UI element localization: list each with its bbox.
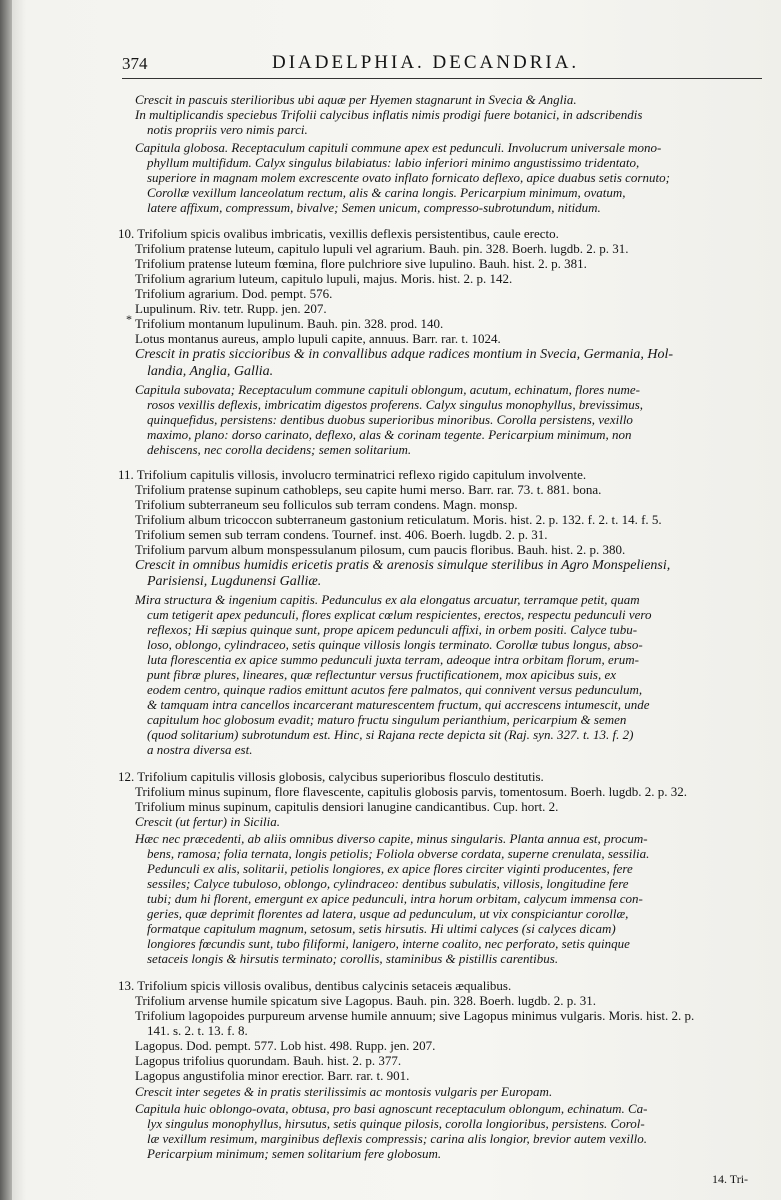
synonym-line: Trifolium agrarium luteum, capitulo lupuli, majus. Moris. hist. 2. p. 142. <box>135 271 513 286</box>
synonym-line: Trifolium pratense luteum, capitulo lupuli vel agrarium. Bauh. pin. 328. Boerh. lugdb. 2. p. 31. <box>135 241 629 256</box>
description-line: geries, quæ deprimit florentes ad latera, usque ad pedunculum, ut vix conspiciantur corollæ, <box>147 906 629 921</box>
habitat-line: Crescit inter segetes & in pratis sterilissimis ac montosis vulgaris per Europam. <box>135 1084 553 1099</box>
catchword: 14. Tri- <box>712 1172 749 1186</box>
text-line: Crescit in pascuis sterilioribus ubi aquæ per Hyemen stagnarunt in Svecia & Anglia. <box>135 92 577 107</box>
synonym-line: Lagopus trifolius quorundam. Bauh. hist. 2. p. 377. <box>135 1053 402 1068</box>
description-line: & tamquam intra cancellos incarcerant maturescentem fructum, qui accrescens intumescit, unde <box>147 697 650 712</box>
synonym-line: Trifolium pratense supinum cathobleps, seu capite humi merso. Barr. rar. 73. t. 881. bona. <box>135 482 602 497</box>
species-heading: 12. Trifolium capitulis villosis globosis, calycibus superioribus flosculo destitutis. <box>118 769 544 784</box>
description-line: loso, oblongo, cylindraceo, setis quinque villosis longis terminato. Corollæ tubus longus, abso- <box>147 637 643 652</box>
description-line: a nostra diversa est. <box>147 742 253 757</box>
synonym-line: Trifolium subterraneum seu folliculos sub terram condens. Magn. monsp. <box>135 497 518 512</box>
text-line: Capitula globosa. Receptaculum capituli commune apex est pedunculi. Involucrum universale mono- <box>135 140 662 155</box>
page-gutter-shadow <box>0 0 12 1200</box>
description-line: tubi; dum hi florent, emergunt ex apice pedunculi, intra horum orbitam, calycum immensa con- <box>147 891 643 906</box>
description-line: rosos vexillis deflexis, imbricatim digestos proferens. Calyx singulus monophyllus, brevissimus, <box>147 397 644 412</box>
species-heading: 13. Trifolium spicis villosis ovalibus, dentibus calycinis setaceis æqualibus. <box>118 978 512 993</box>
synonym-line: Trifolium lagopoides purpureum arvense humile annuum; sive Lagopus minimus vulgaris. Moris. hist. 2. p. <box>135 1008 695 1023</box>
synonym-line: Trifolium minus supinum, capitulis densiori lanugine candicantibus. Cup. hort. 2. <box>135 799 559 814</box>
text-line: notis propriis vero nimis parci. <box>147 122 308 137</box>
description-line: quinquefidus, persistens: dentibus duobus superioribus minoribus. Corolla persistens, vexillo <box>147 412 633 427</box>
species-heading: 10. Trifolium spicis ovalibus imbricatis, vexillis deflexis persistentibus, caule erecto. <box>118 226 559 241</box>
synonym-line: Lupulinum. Riv. tetr. Rupp. jen. 207. <box>135 301 327 316</box>
description-line: Capitula huic oblongo-ovata, obtusa, pro basi agnoscunt receptaculum oblongum, echinatum. Ca- <box>135 1101 648 1116</box>
description-line: læ vexillum resimum, marginibus deflexis compressis; carina alis longior, brevior autem vexillo. <box>147 1131 647 1146</box>
text-line: phyllum multifidum. Calyx singulus bilabiatus: labio inferiori minimo angustissimo tridentato, <box>147 155 640 170</box>
text-line: In multiplicandis speciebus Trifolii calycibus inflatis nimis prodigi fuere botanici, in adscribendis <box>135 107 643 122</box>
running-title: DIADELPHIA. DECANDRIA. <box>272 52 580 73</box>
description-line: dehiscens, nec corolla decidens; semen solitarium. <box>147 442 412 457</box>
description-line: Pericarpium minimum; semen solitarium fere globosum. <box>147 1146 442 1161</box>
synonym-line: Trifolium agrarium. Dod. pempt. 576. <box>135 286 333 301</box>
species-heading: 11. Trifolium capitulis villosis, involucro terminatrici reflexo rigido capitulum involvente. <box>118 467 587 482</box>
habitat-line: Crescit (ut fertur) in Sicilia. <box>135 814 281 829</box>
description-line: bens, ramosa; folia ternata, longis petiolis; Foliola obverse cordata, superne crenulata, sessilia. <box>147 846 650 861</box>
synonym-line: Trifolium album tricoccon subterraneum gastonium reticulatum. Moris. hist. 2. p. 132. f. 2. t. 14. f. 5. <box>135 512 662 527</box>
description-line: cum tetigerit apex pedunculi, flores explicat cœlum respicientes, erectos, respectu pedunculi vero <box>147 607 652 622</box>
description-line: Pedunculi ex alis, solitarii, petiolis longiores, ex apice flores circiter viginti producentes, fere <box>147 861 633 876</box>
synonym-line: Trifolium montanum lupulinum. Bauh. pin. 328. prod. 140. <box>135 316 444 331</box>
description-line: capitulum hoc globosum evadit; maturo fructu singulum perianthium, pericarpium & semen <box>147 712 627 727</box>
synonym-line: Lagopus angustifolia minor erectior. Barr. rar. t. 901. <box>135 1068 410 1083</box>
synonym-line: Trifolium semen sub terram condens. Tournef. inst. 406. Boerh. lugdb. 2. p. 31. <box>135 527 548 542</box>
description-line: (quod solitarium) subrotundum est. Hinc, si Rajana recte depicta sit (Raj. syn. 327. t. 13. f. 2) <box>147 727 634 742</box>
habitat-line: Parisiensi, Lugdunensi Galliæ. <box>147 574 322 589</box>
habitat-line: landia, Anglia, Gallia. <box>147 364 274 379</box>
marginal-asterisk: * <box>126 312 132 326</box>
description-line: eodem centro, quinque radios emittunt acutos fere palmatos, qui connivent versus pedunculum, <box>147 682 643 697</box>
description-line: reflexos; Hi sæpius quinque sunt, prope apicem pedunculi affixi, in orbem positi. Calyce tubu- <box>147 622 638 637</box>
habitat-line: Crescit in pratis siccioribus & in convallibus adque radices montium in Svecia, Germania, Hol- <box>135 347 674 362</box>
page-number: 374 <box>122 54 148 73</box>
synonym-line: Lotus montanus aureus, amplo lupuli capite, annuus. Barr. rar. t. 1024. <box>135 331 501 346</box>
text-line: superiore in magnam molem excrescente ovato inflato fornicato deflexo, apice duabus setis cornuto; <box>147 170 670 185</box>
page-header <box>122 52 762 79</box>
description-line: Capitula subovata; Receptaculum commune capituli oblongum, acutum, echinatum, flores nume- <box>135 382 640 397</box>
description-line: punt fibræ plures, lineares, quæ reflectuntur versus fructificationem, mox apicibus suis, ex <box>147 667 617 682</box>
synonym-line: Trifolium arvense humile spicatum sive Lagopus. Bauh. pin. 328. Boerh. lugdb. 2. p. 31. <box>135 993 596 1008</box>
description-line: formatque capitulum magnum, setosum, setis hirsutis. Hi ultimi calyces (si calyces dicam) <box>147 921 616 936</box>
habitat-line: Crescit in omnibus humidis ericetis pratis & arenosis simulque sterilibus in Agro Monspeliensi, <box>135 558 671 573</box>
description-line: maximo, plano: dorso carinato, deflexo, alas & corinam tegente. Pericarpium minimum, non <box>147 427 632 442</box>
synonym-line: Lagopus. Dod. pempt. 577. Lob hist. 498. Rupp. jen. 207. <box>135 1038 436 1053</box>
synonym-line: 141. s. 2. t. 13. f. 8. <box>147 1023 248 1038</box>
text-line: Corollæ vexillum lanceolatum rectum, alis & carina longis. Pericarpium minimum, ovatum, <box>147 185 626 200</box>
description-line: setaceis longis & hirsutis terminato; corollis, staminibus & pistillis carentibus. <box>147 951 559 966</box>
text-line: latere affixum, compressum, bivalve; Semen unicum, compresso-subrotundum, nitidum. <box>147 200 601 215</box>
synonym-line: Trifolium minus supinum, flore flavescente, capitulis globosis parvis, tomentosum. Boerh. lugdb. 2. p. 32. <box>135 784 687 799</box>
description-line: Hæc nec præcedenti, ab aliis omnibus diverso capite, minus singularis. Planta annua est, procum- <box>135 831 648 846</box>
synonym-line: Trifolium parvum album monspessulanum pilosum, cum paucis floribus. Bauh. hist. 2. p. 380. <box>135 542 626 557</box>
synonym-line: Trifolium pratense luteum fœmina, flore pulchriore sive lupulino. Bauh. hist. 2. p. 381. <box>135 256 587 271</box>
description-line: luta florescentia ex apice summo pedunculi juxta terram, adeoque intra orbitam florum, erum- <box>147 652 640 667</box>
description-line: Mira structura & ingenium capitis. Pedunculus ex ala elongatus arcuatur, terramque petit, quam <box>135 592 640 607</box>
description-line: longiores fœcundis sunt, tubo filiformi, lanigero, interne coalito, nec perforato, setis quinque <box>147 936 630 951</box>
description-line: sessiles; Calyce tubuloso, oblongo, cylindraceo: dentibus subulatis, villosis, longitudine fere <box>147 876 629 891</box>
description-line: lyx singulus monophyllus, hirsutus, setis quinque pilosis, corolla longioribus, persistens. Corol- <box>147 1116 645 1131</box>
